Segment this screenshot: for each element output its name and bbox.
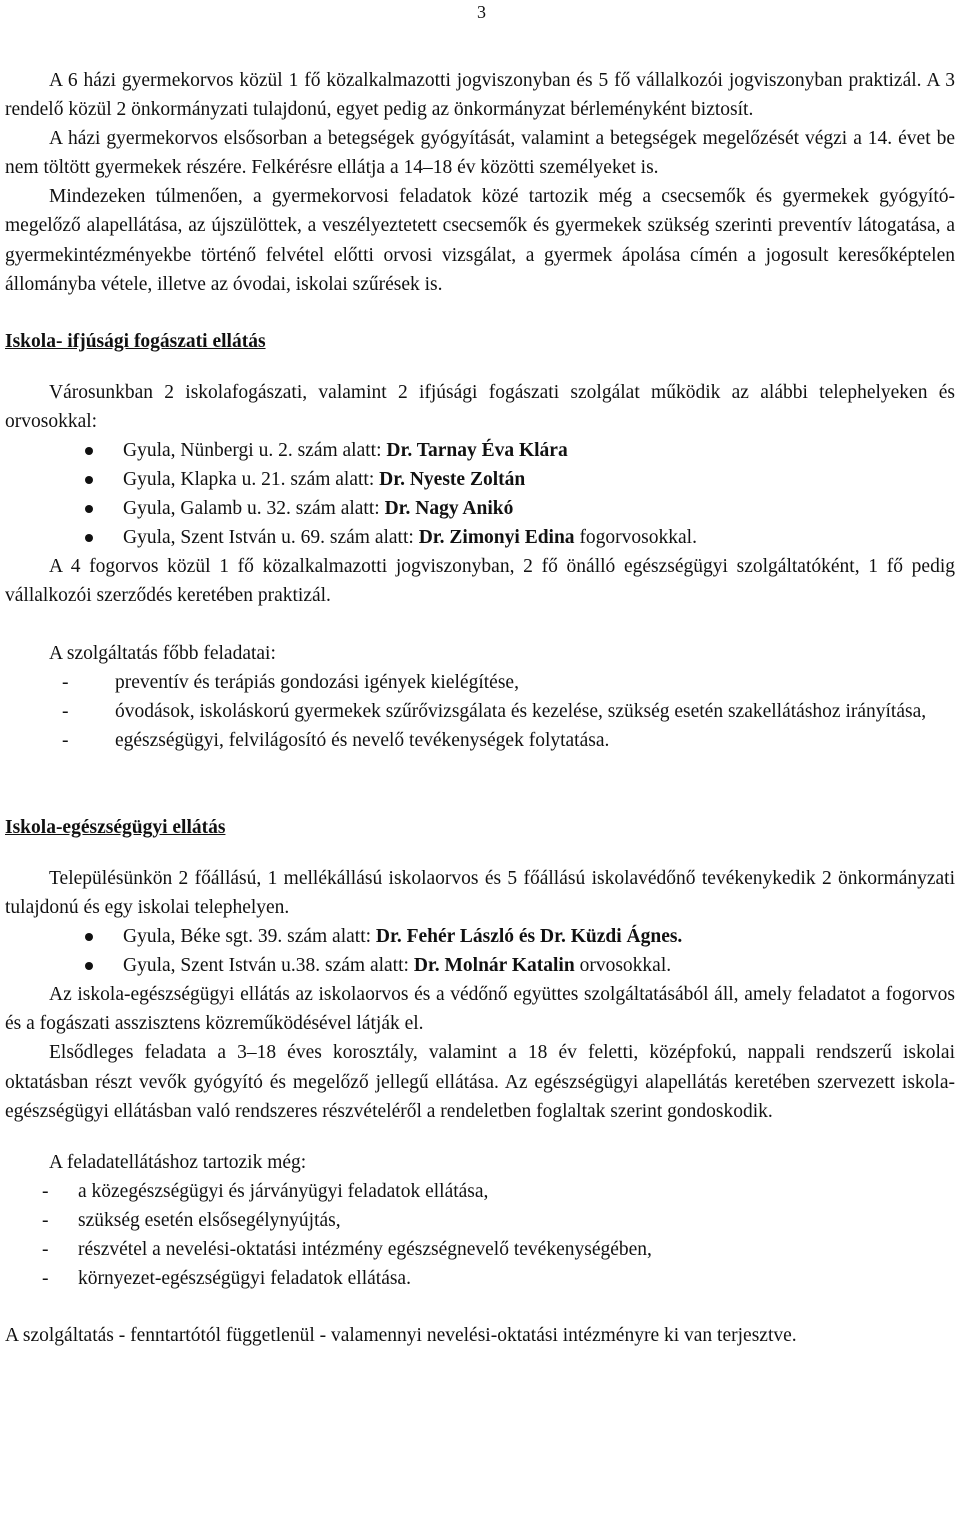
dental-tasks-list <box>5 668 955 755</box>
paragraph-pediatrician-duties: A házi gyermekorvos elsősorban a betegségek gyógyítását, valamint a betegségek megelőzését végzi a 14. évet be nem töltött gyermekek részére. Felkérésre ellátja a 14–18 év közötti személyeket is. <box>5 128 955 179</box>
dash-marker: - <box>42 1209 49 1231</box>
bullet-icon <box>85 962 93 970</box>
dash-marker: - <box>42 1268 49 1290</box>
paragraph-dentist-staff: A 4 fogorvos közül 1 fő közalkalmazotti jogviszonyban, 2 fő önálló egészségügyi szolgáltatóként, 1 fő pedig vállalkozói szerződés keretében praktizál. <box>5 556 955 607</box>
dash-marker: - <box>42 1180 49 1202</box>
paragraph-school-health-primary: Elsődleges feladata a 3–18 éves korosztály, valamint a 18 év feletti, középfokú, nappali rendszerű iskolai oktatásban részt vevők gyógyító és megelőző jellegű ellátása. Az egészségügyi alapellátás keretében szervezett iskola-egészségügyi ellátásban való rendszeres részvételéről a rendeletben foglaltak szerint gondoskodik. <box>5 1042 955 1122</box>
list-item: - környezet-egészségügyi feladatok ellátása. <box>5 1264 955 1293</box>
dash-marker: - <box>62 671 69 693</box>
school-health-locations-list <box>5 922 955 980</box>
list-item: Gyula, Galamb u. 32. szám alatt: Dr. Nagy Anikó <box>5 494 955 523</box>
paragraph-pediatricians-employment: A 6 házi gyermekorvos közül 1 fő közalkalmazotti jogviszonyban és 5 fő vállalkozói jogviszonyban praktizál. A 3 rendelő közül 2 önkormányzati tulajdonú, egyet pedig az önkormányzat bérleményként biztosít. <box>5 70 955 121</box>
bullet-icon <box>85 933 93 941</box>
dental-locations-list <box>5 436 955 552</box>
bullet-icon <box>85 505 93 513</box>
paragraph-pediatric-tasks: Mindezeken túlmenően, a gyermekorvosi feladatok közé tartozik még a csecsemők és gyermekek gyógyító-megelőző alapellátása, az újszülöttek, a veszélyeztetett csecsemők és gyermekek szükség szerinti preventív látogatása, a gyermekintézményekbe történő felvétel előtti orvosi vizsgálat, a gyermek ápolása címén a jogosult keresőképtelen állományba vétele, illetve az óvodai, iskolai szűrések is. <box>5 186 955 295</box>
list-item: Gyula, Szent István u. 69. szám alatt: Dr. Zimonyi Edina fogorvosokkal. <box>5 523 955 552</box>
section-heading-dental: Iskola- ifjúsági fogászati ellátás <box>5 330 266 352</box>
dental-tasks-title: A szolgáltatás főbb feladatai: <box>49 642 276 664</box>
list-item: Gyula, Nünbergi u. 2. szám alatt: Dr. Tarnay Éva Klára <box>5 436 955 465</box>
list-item: - preventív és terápiás gondozási igények kielégítése, <box>5 668 955 697</box>
list-item: Gyula, Szent István u.38. szám alatt: Dr. Molnár Katalin orvosokkal. <box>5 951 955 980</box>
document-body <box>5 66 955 1350</box>
dash-marker: - <box>62 729 69 751</box>
bullet-icon <box>85 476 93 484</box>
bullet-icon <box>85 447 93 455</box>
page-number: 3 <box>477 2 486 22</box>
paragraph-dental-intro: Városunkban 2 iskolafogászati, valamint 2 ifjúsági fogászati szolgálat működik az alábbi telephelyeken és orvosokkal: <box>5 381 955 432</box>
list-item: - szükség esetén elsősegélynyújtás, <box>5 1206 955 1235</box>
dash-marker: - <box>62 700 69 722</box>
list-item: - részvétel a nevelési-oktatási intézmény egészségnevelő tevékenységében, <box>5 1235 955 1264</box>
paragraph-school-health-intro: Településünkön 2 főállású, 1 mellékállású iskolaorvos és 5 főállású iskolavédőnő tevékenykedik 2 önkormányzati tulajdonú és egy iskolai telephelyen. <box>5 867 955 918</box>
section-heading-school-health: Iskola-egészségügyi ellátás <box>5 816 226 838</box>
list-item: - egészségügyi, felvilágosító és nevelő tevékenységek folytatása. <box>5 726 955 755</box>
school-health-tasks-list <box>5 1177 955 1293</box>
dash-marker: - <box>42 1239 49 1260</box>
list-item: - a közegészségügyi és járványügyi feladatok ellátása, <box>5 1177 955 1206</box>
paragraph-closing: A szolgáltatás - fenntartótól függetlenül - valamennyi nevelési-oktatási intézményre ki van terjesztve. <box>5 1325 797 1347</box>
list-item: Gyula, Klapka u. 21. szám alatt: Dr. Nyeste Zoltán <box>5 465 955 494</box>
school-health-tasks-title: A feladatellátáshoz tartozik még: <box>49 1151 307 1173</box>
bullet-icon <box>85 534 93 542</box>
list-item: - óvodások, iskoláskorú gyermekek szűrővizsgálata és kezelése, szükség esetén szakellátáshoz irányítása, <box>5 697 955 726</box>
list-item: Gyula, Béke sgt. 39. szám alatt: Dr. Fehér László és Dr. Küzdi Ágnes. <box>5 922 955 951</box>
paragraph-school-health-cooperation: Az iskola-egészségügyi ellátás az iskolaorvos és a védőnő együttes szolgáltatásából áll, amely feladatot a fogorvos és a fogászati asszisztens közreműködésével látják el. <box>5 984 955 1035</box>
